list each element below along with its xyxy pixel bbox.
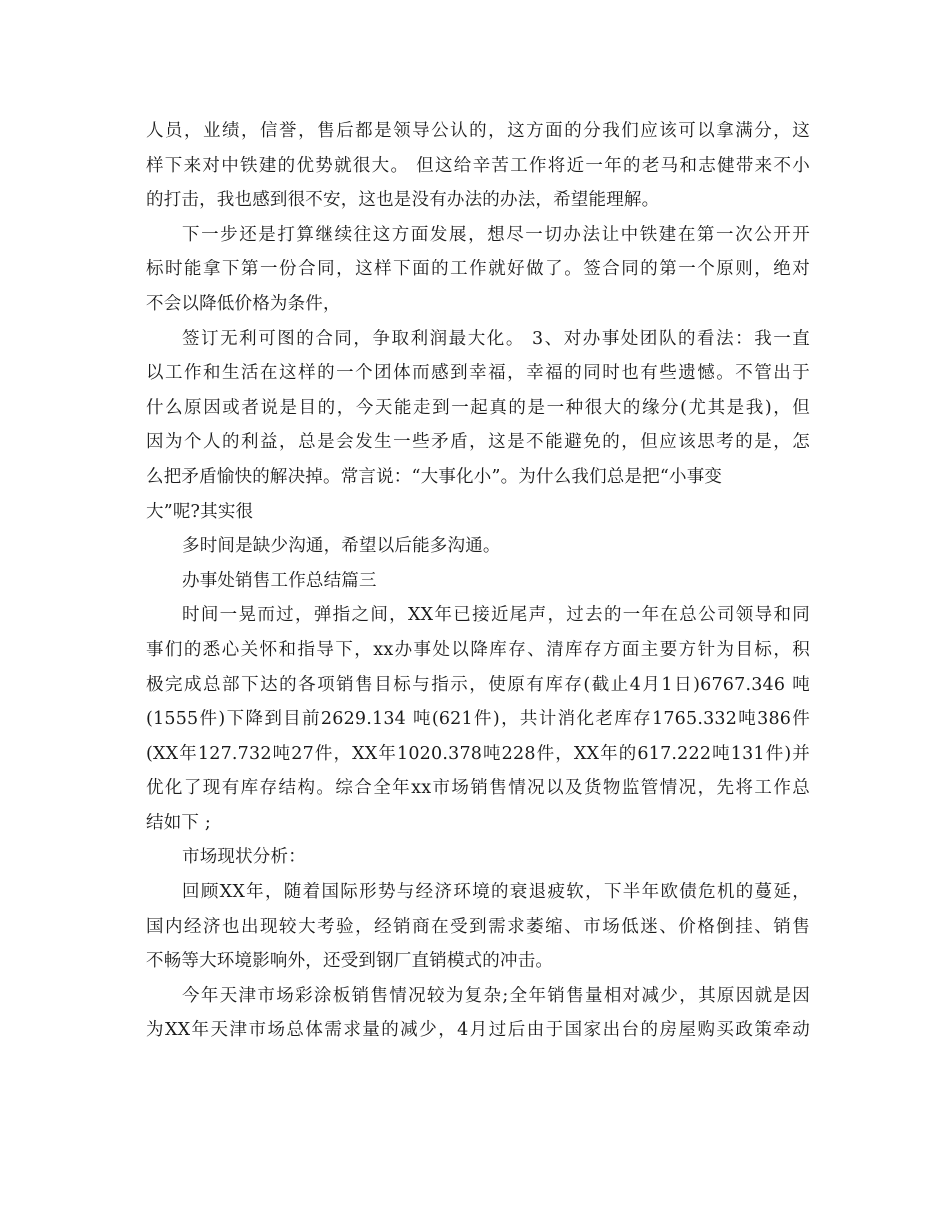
text-line: (XX年127.732吨27件，XX年1020.378吨228件，XX年的617.222吨131件)并: [146, 743, 810, 764]
text-line: 因为个人的利益，总是会发生一些矛盾，这是不能避免的，但应该思考的是，怎: [146, 432, 810, 453]
text-line: 优化了现有库存结构。综合全年xx市场销售情况以及货物监管情况，先将工作总: [146, 778, 810, 799]
text-line: 回顾XX年，随着国际形势与经济环境的衰退疲软，下半年欧债危机的蔓延，: [182, 882, 810, 903]
text-line: 不畅等大环境影响外，还受到钢厂直销模式的冲击。: [146, 951, 554, 972]
text-line: 事们的悉心关怀和指导下，xx办事处以降库存、清库存方面主要方针为目标，积: [146, 639, 810, 660]
text-line: 什么原因或者说是目的，今天能走到一起真的是一种很大的缘分(尤其是我)，但: [146, 397, 810, 418]
text-line: 样下来对中铁建的优势就很大。 但这给辛苦工作将近一年的老马和志健带来不小: [146, 155, 810, 176]
text-line: 下一步还是打算继续往这方面发展，想尽一切办法让中铁建在第一次公开开: [182, 224, 810, 245]
text-line: 为XX年天津市场总体需求量的减少，4月过后由于国家出台的房屋购买政策牵动: [146, 1020, 810, 1041]
text-line: 不会以降低价格为条件，: [146, 293, 341, 314]
text-line: 的打击，我也感到很不安，这也是没有办法的办法，希望能理解。: [146, 190, 660, 211]
text-line: 结如下 ;: [146, 812, 211, 833]
text-line: 办事处销售工作总结篇三: [182, 570, 377, 591]
text-line: 国内经济也出现较大考验，经销商在受到需求萎缩、市场低迷、价格倒挂、销售: [146, 916, 810, 937]
text-line: 极完成总部下达的各项销售目标与指示，使原有库存(截止4月1日)6767.346 吨: [146, 674, 810, 695]
text-line: 大”呢?其实很: [146, 501, 254, 522]
text-line: 以工作和生活在这样的一个团体而感到幸福，幸福的同时也有些遗憾。不管出于: [146, 363, 810, 384]
text-line: 多时间是缺少沟通，希望以后能多沟通。: [182, 536, 501, 557]
document-body: [146, 114, 810, 1048]
text-line: 标时能拿下第一份合同，这样下面的工作就好做了。签合同的第一个原则，绝对: [146, 259, 810, 280]
text-line: 么把矛盾愉快的解决掉。常言说：“大事化小”。为什么我们总是把“小事变: [146, 466, 723, 487]
text-line: 签订无利可图的合同，争取利润最大化。 3、对办事处团队的看法：我一直: [182, 328, 810, 349]
text-line: (1555件)下降到目前2629.134 吨(621件)，共计消化老库存1765.332吨386件: [146, 709, 810, 730]
text-line: 市场现状分析：: [182, 847, 306, 868]
text-line: 时间一晃而过，弹指之间，XX年已接近尾声，过去的一年在总公司领导和同: [182, 605, 810, 626]
text-line: 人员，业绩，信誉，售后都是领导公认的，这方面的分我们应该可以拿满分，这: [146, 121, 810, 141]
text-line: 今年天津市场彩涂板销售情况较为复杂;全年销售量相对减少，其原因就是因: [182, 985, 810, 1006]
